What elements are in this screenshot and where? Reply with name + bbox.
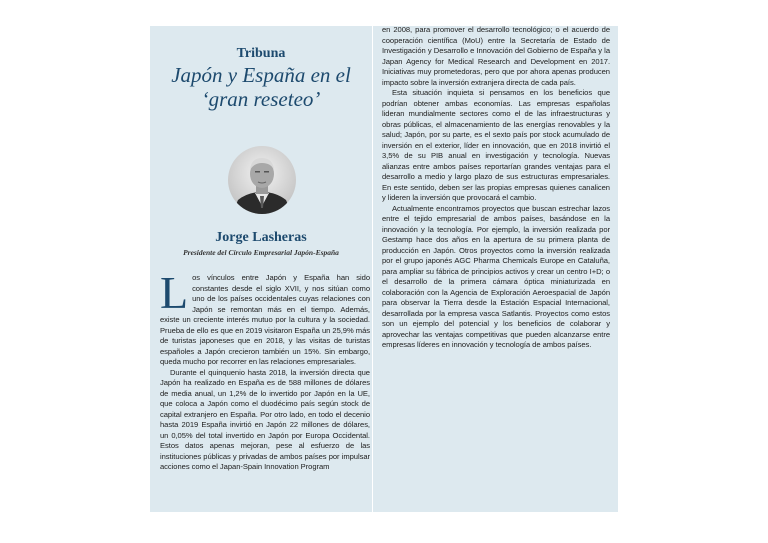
article-body-left <box>160 267 370 473</box>
paragraph: en 2008, para promover el desarrollo tecnológico; o el acuerdo de cooperación científica (MoU) entre la Secretaría de Estado de Investigación y Desarrollo e Innovación del Gobierno de España y la Japan Agency for Medical Research and Development en 2017. Iniciativas muy prometedoras, pero que por ahora apenas producen impacto sobre la inversión extranjera directa de cada país. <box>382 26 610 87</box>
left-column <box>150 26 372 512</box>
article-header <box>150 26 372 264</box>
section-label: Tribuna <box>236 46 286 61</box>
column-divider <box>372 26 373 512</box>
paragraph: Actualmente encontramos proyectos que buscan estrechar lazos entre el tejido empresarial de ambos países, basándose en la innovación y la tecnología. Por ejemplo, la inversión realizada por Gestamp hace dos años en la apertura de su primera planta de producción en Japón. Otros proyectos como la inversión realizada por el grupo japonés AGC Pharma Chemicals Europe en Cataluña, para ampliar su fábrica de principios activos y crear un centro I+D; o el desarrollo de la primera cámara óptica miniaturizada en colaboración con la Agencia de Exploración Aeroespacial de Japón para observar la Tierra desde la Estación Espacial Internacional, desarrollada por la empresa vasca Satlantis. Proyectos como estos son un ejemplo del potencial y los beneficios de colaborar y aprovechar las ventajas competitivas que pueden alcanzarse entre empresas líderes en innovación y tecnología de ambos países. <box>382 203 610 349</box>
portrait-image <box>228 146 296 214</box>
article-body-right <box>382 26 610 351</box>
author-role: Presidente del Círculo Empresarial Japón-España <box>183 248 339 257</box>
author-name: Jorge Lasheras <box>215 230 307 245</box>
headline: Japón y España en el ‘gran reseteo’ <box>171 63 351 111</box>
drop-cap: L <box>160 267 189 318</box>
paragraph: Esta situación inquieta si pensamos en los beneficios que podrían obtener ambas economías. Las empresas españolas lideran mundialmente sectores como el de las infraestructuras y obras públicas, el almacenamiento de las energías renovables y la salud; Japón, por su parte, es el sexto país por stock acumulado de inversión en el exterior, líder en innovación, que en 2018 invirtió el 3,5% de su PIB anual en investigación y tecnología. Nuevas alianzas entre ambos países reportarían grandes ventajas para el desarrollo a medio y largo plazo de sus estructuras empresariales. En este sentido, deben ser las propias empresas quienes canalicen y lideren la inversión que provocará el cambio. <box>382 88 610 202</box>
author-portrait <box>228 146 296 214</box>
newspaper-clipping <box>150 26 618 512</box>
right-column <box>382 26 610 512</box>
paragraph: Durante el quinquenio hasta 2018, la inversión directa que Japón ha realizado en España es de 588 millones de dólares de media anual, un 1,2% de lo invertido por Japón en la UE, que coloca a Japón como el duodécimo país según stock de capital extranjero en España. Por otro lado, en todo el decenio hasta 2019 España invirtió en Japón 22 millones de dólares, un 0,05% del total invertido en Japón por Europa Occidental. Estos datos apenas mejoran, pese al esfuerzo de las instituciones públicas y privadas de ambos países por impulsar acciones como el Japan-Spain Innovation Program <box>160 367 370 471</box>
paragraph: Los vínculos entre Japón y España han sido constantes desde el siglo XVII, y nos sitúan como uno de los países occidentales cuyas relaciones con Japón se remontan más en el tiempo. Además, existe un creciente interés mutuo por la cultura y la sociedad. Prueba de ello es que en 2019 visitaron España un 25,9% más de turistas japoneses que en 2018, y las visitas de turistas españoles a Japón crecieron también un 15%. Sin embargo, queda mucho por recorrer en las relaciones empresariales. <box>160 267 370 366</box>
